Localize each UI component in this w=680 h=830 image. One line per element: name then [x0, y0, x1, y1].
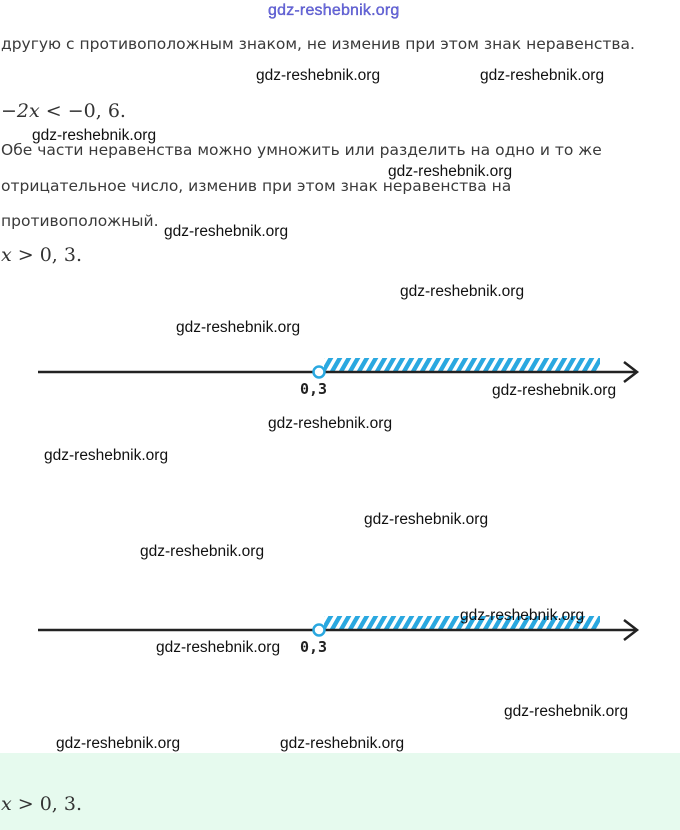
open-point-1	[314, 367, 325, 378]
watermark: gdz-reshebnik.org	[156, 639, 281, 656]
answer-rest: > 0, 3.	[11, 793, 83, 815]
watermark: gdz-reshebnik.org	[268, 415, 393, 432]
paragraph-2-line-1: Обе части неравенства можно умножить или разделить на одно и то же	[1, 141, 602, 159]
watermark: gdz-reshebnik.org	[492, 382, 617, 399]
ineq1-lhs: −2x	[1, 100, 40, 122]
watermark: gdz-reshebnik.org	[176, 319, 301, 336]
watermark: gdz-reshebnik.org	[256, 67, 381, 84]
text-line-1: другую с противоположным знаком, не изменив при этом знак неравенства.	[1, 35, 635, 53]
ineq2-rest: > 0, 3.	[11, 244, 83, 266]
ineq1-relation: <	[39, 100, 68, 122]
watermark: gdz-reshebnik.org	[32, 127, 157, 144]
watermark: gdz-reshebnik.org	[388, 163, 513, 180]
answer-var: x	[1, 793, 12, 815]
watermark: gdz-reshebnik.org	[460, 607, 585, 624]
watermark: gdz-reshebnik.org	[164, 223, 289, 240]
watermark-top: gdz-reshebnik.org	[268, 2, 400, 19]
point-label-1: 0,3	[300, 380, 328, 398]
shaded-region-1	[324, 358, 600, 372]
inequality-1	[1, 100, 126, 122]
watermark: gdz-reshebnik.org	[280, 735, 405, 752]
paragraph-2-line-2: отрицательное число, изменив при этом знак неравенства на	[1, 177, 512, 195]
watermark: gdz-reshebnik.org	[140, 543, 265, 560]
point-label-2: 0,3	[300, 638, 328, 656]
paragraph-2-line-3: противоположный.	[1, 212, 159, 230]
inequality-2	[1, 244, 82, 266]
ineq1-rhs: −0, 6.	[67, 100, 126, 122]
watermark: gdz-reshebnik.org	[364, 511, 489, 528]
watermark: gdz-reshebnik.org	[400, 283, 525, 300]
ineq2-var: x	[1, 244, 12, 266]
watermark: gdz-reshebnik.org	[504, 703, 629, 720]
watermark: gdz-reshebnik.org	[480, 67, 605, 84]
answer-inequality	[1, 793, 82, 815]
watermark: gdz-reshebnik.org	[44, 447, 169, 464]
watermark: gdz-reshebnik.org	[56, 735, 181, 752]
answer-box	[0, 753, 680, 830]
open-point-2	[314, 625, 325, 636]
